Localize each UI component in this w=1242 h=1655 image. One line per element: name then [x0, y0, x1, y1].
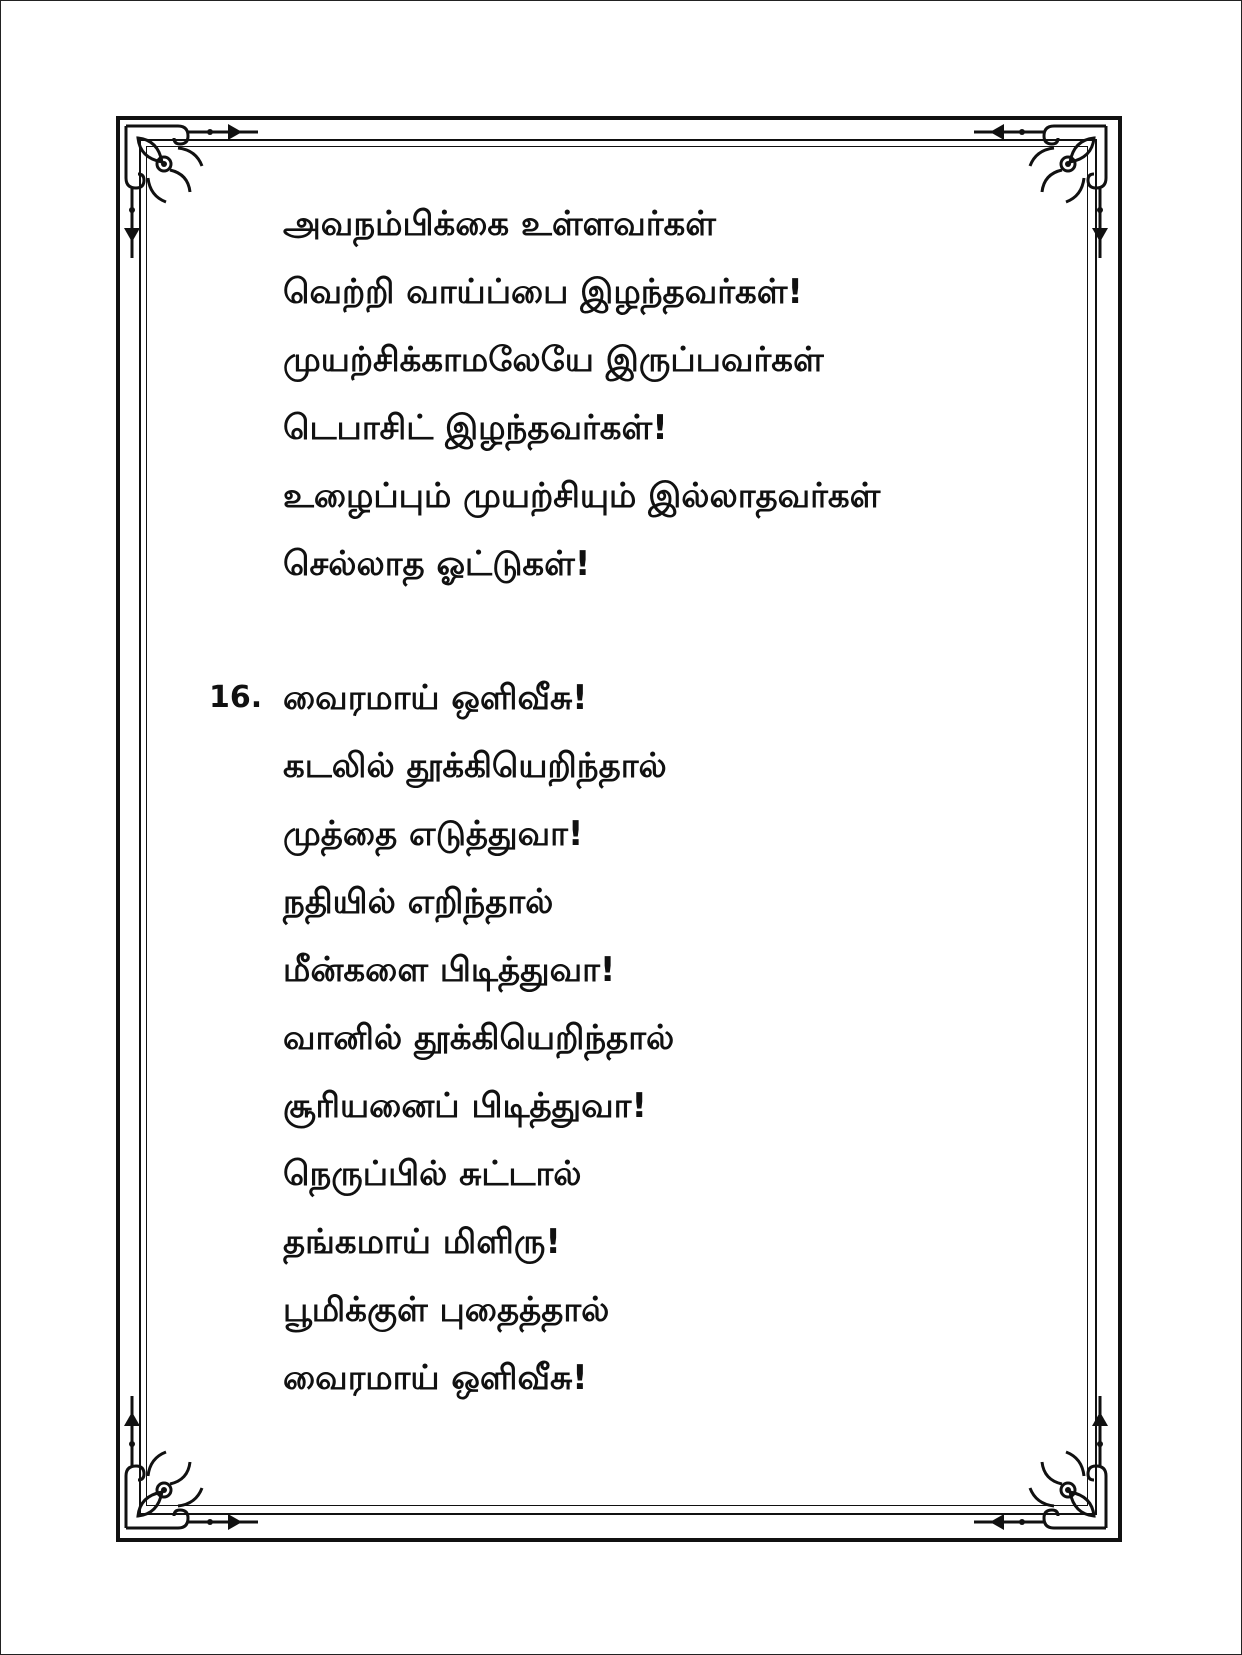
poem-text	[209, 190, 1063, 1412]
poem-line: வானில் தூக்கியெறிந்தால்	[283, 1018, 675, 1058]
poem-line: உழைப்பும் முயற்சியும் இல்லாதவர்கள்	[283, 476, 881, 516]
poem-line: செல்லாத ஓட்டுகள்!	[283, 544, 591, 584]
poem-line: வெற்றி வாய்ப்பை இழந்தவர்கள்!	[283, 272, 803, 312]
corner-ornament-icon	[118, 118, 268, 268]
poem-line: அவநம்பிக்கை உள்ளவர்கள்	[283, 204, 716, 244]
corner-ornament-icon	[118, 1386, 268, 1536]
poem-line: முயற்சிக்காமலேயே இருப்பவர்கள்	[283, 340, 824, 380]
section-heading	[209, 664, 1063, 732]
poem-line: வைரமாய் ஒளிவீசு!	[283, 1358, 588, 1398]
stanza-gap	[283, 598, 1063, 664]
poem-line: நெருப்பில் சுட்டால்	[283, 1154, 582, 1194]
poem-line: தங்கமாய் மிளிரு!	[283, 1222, 561, 1262]
poem-line: டெபாசிட் இழந்தவர்கள்!	[283, 408, 668, 448]
poem-line: மீன்களை பிடித்துவா!	[283, 950, 616, 990]
poem-line: முத்தை எடுத்துவா!	[283, 814, 584, 854]
poem-line: பூமிக்குள் புதைத்தால்	[283, 1290, 610, 1330]
poem-line: நதியில் எறிந்தால்	[283, 882, 554, 922]
poem-line: கடலில் தூக்கியெறிந்தால்	[283, 746, 667, 786]
section-title: வைரமாய் ஒளிவீசு!	[283, 678, 588, 718]
section-number: 16.	[209, 680, 263, 715]
poem-line: சூரியனைப் பிடித்துவா!	[283, 1086, 647, 1126]
